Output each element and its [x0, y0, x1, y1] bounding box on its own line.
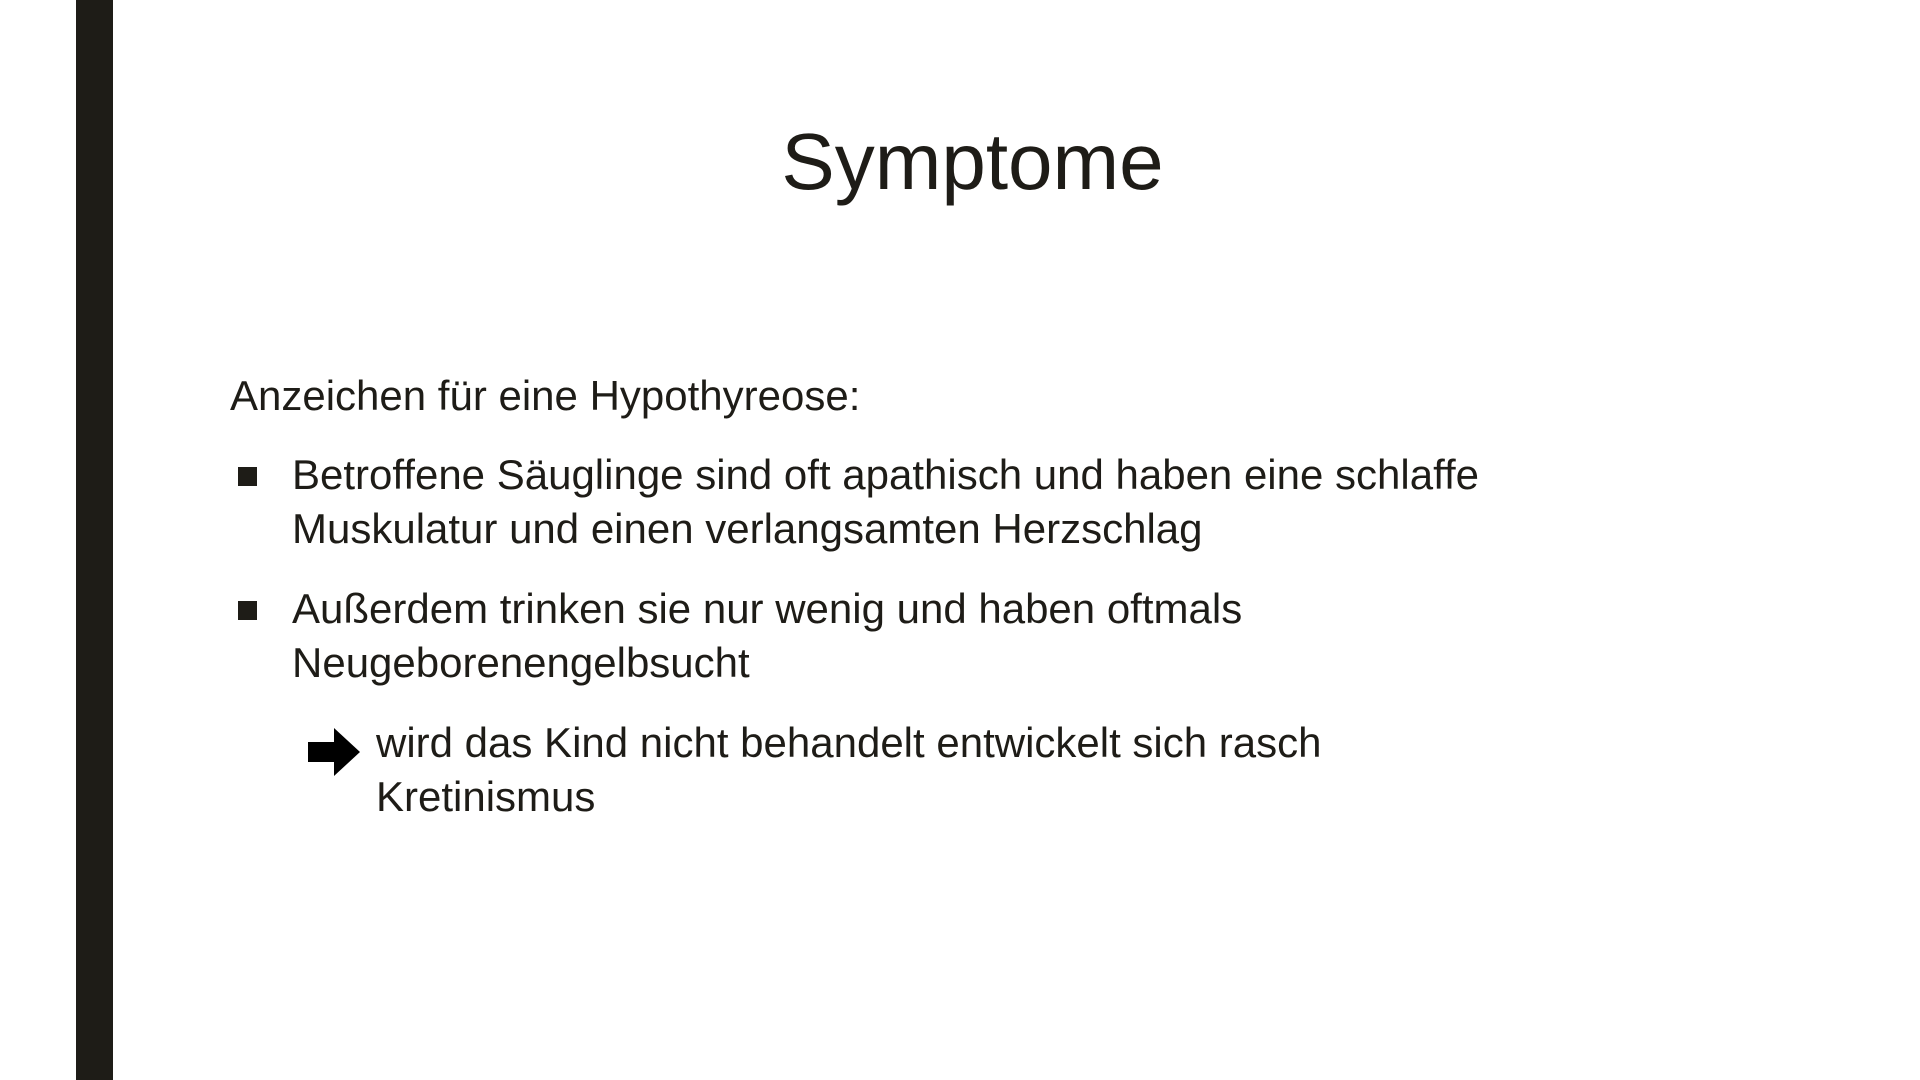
- slide-title: Symptome: [781, 117, 1164, 206]
- bullet-text-line: Muskulatur und einen verlangsamten Herzschlag: [292, 505, 1203, 552]
- square-bullet-icon: [238, 601, 257, 620]
- sub-item-text-line: Kretinismus: [376, 773, 596, 820]
- bullet-text-line: Neugeborenengelbsucht: [292, 639, 750, 686]
- bullet-list: [230, 448, 1730, 690]
- bullet-item: [230, 448, 1730, 556]
- bullet-item: [230, 582, 1730, 690]
- square-bullet-icon: [238, 467, 257, 486]
- bullet-text-line: Betroffene Säuglinge sind oft apathisch und haben eine schlaffe: [292, 451, 1480, 498]
- arrow-right-icon: [306, 726, 362, 778]
- sub-item: [230, 716, 1730, 824]
- intro-text: Anzeichen für eine Hypothyreose:: [230, 372, 861, 419]
- slide-content: [230, 370, 1730, 824]
- bullet-text-line: Außerdem trinken sie nur wenig und haben oftmals: [292, 585, 1243, 632]
- sub-item-text-line: wird das Kind nicht behandelt entwickelt sich rasch: [376, 719, 1322, 766]
